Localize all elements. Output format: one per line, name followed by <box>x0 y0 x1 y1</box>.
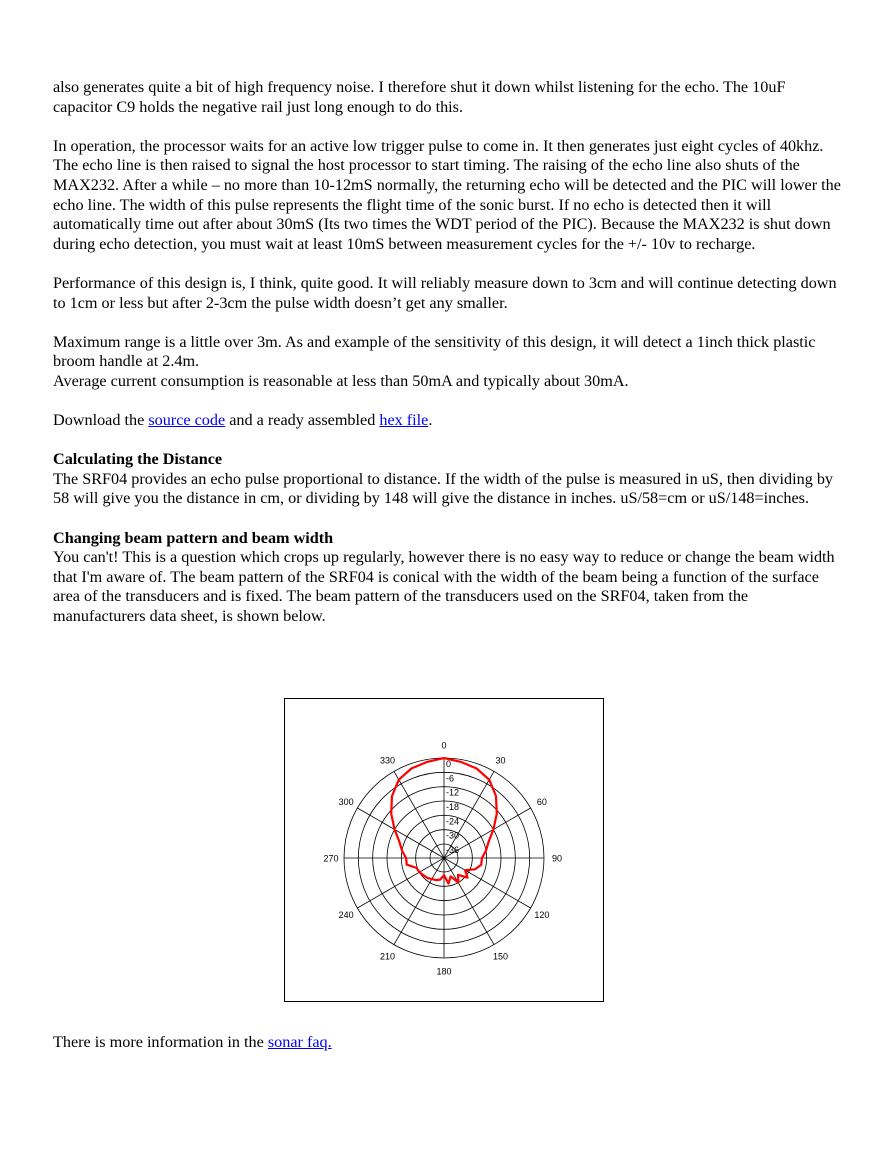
angle-label: 180 <box>436 966 452 977</box>
beam-pattern-figure <box>284 698 604 1002</box>
angle-label: 150 <box>492 951 509 962</box>
source-code-link[interactable]: source code <box>148 411 226 430</box>
angle-label: 90 <box>551 853 563 864</box>
angle-label: 120 <box>534 910 550 920</box>
angle-label: 210 <box>379 951 396 962</box>
angle-label: 0 <box>441 740 447 751</box>
angle-label: 270 <box>323 853 339 864</box>
radial-tick-label: 0 <box>446 759 452 769</box>
paragraph-range: Maximum range is a little over 3m. As and example of the sensitivity of this design, it will detect a 1inch thick plastic broom handle at 2.4m. <box>53 332 816 371</box>
hex-file-link[interactable]: hex file <box>379 411 429 430</box>
calc-heading: Calculating the Distance <box>53 450 223 469</box>
paragraph-current: Average current consumption is reasonable at less than 50mA and typically about 30mA. <box>53 371 629 390</box>
paragraph-performance: Performance of this design is, I think, quite good. It will reliably measure down to 3cm and will continue detecting down to 1cm or less but after 2-3cm the pulse width doesn’t get any smaller. <box>53 273 837 312</box>
paragraph-noise: also generates quite a bit of high frequency noise. I therefore shut it down whilst listening for the echo. The 10uF capacitor C9 holds the negative rail just long enough to do this. <box>53 78 786 116</box>
sonar-faq-link[interactable]: sonar faq. <box>267 1033 332 1051</box>
download-line: Download the source code and a ready assembled hex file. <box>53 411 433 430</box>
angle-label: 240 <box>338 910 354 920</box>
angle-label: 300 <box>338 797 354 807</box>
beam-pattern-chart <box>285 699 603 1001</box>
radial-tick-label: -6 <box>446 773 455 784</box>
angle-label: 30 <box>495 755 506 766</box>
angle-label: 330 <box>379 755 396 766</box>
radial-tick-label: -30 <box>446 830 460 841</box>
paragraph-operation: In operation, the processor waits for an active low trigger pulse to come in. It then generates just eight cycles of 40khz. The echo line is then raised to signal the host processor to start timing. The raising of the echo line also shuts of the MAX232. After a while – no more than 10-12mS normally, the returning echo will be detected and the PIC will lower the echo line. The width of this pulse represents the flight time of the sonic burst. If no echo is detected then it will automatically time out after about 30mS (Its two times the WDT period of the PIC). Because the MAX232 is shut down during echo detection, you must wait at least 10mS between measurement cycles for the +/- 10v to recharge. <box>53 136 841 253</box>
calc-paragraph: The SRF04 provides an echo pulse proportional to distance. If the width of the pulse is measured in uS, then dividing by 58 will give you the distance in cm, or dividing by 148 will give the distance in inches. uS/58=cm or uS/148=inches. <box>53 469 834 508</box>
beam-paragraph: You can't! This is a question which crops up regularly, however there is no easy way to reduce or change the beam width that I'm aware of. The beam pattern of the SRF04 is conical with the width of the beam being a function of the surface area of the transducers and is fixed. The beam pattern of the transducers used on the SRF04, taken from the manufacturers data sheet, is shown below. <box>53 548 835 626</box>
angle-label: 60 <box>536 797 547 807</box>
radial-tick-label: -24 <box>446 816 460 827</box>
radial-tick-label: -36 <box>446 845 460 855</box>
beam-heading: Changing beam pattern and beam width <box>53 528 334 547</box>
radial-tick-label: -18 <box>446 802 460 812</box>
radial-tick-label: -12 <box>446 787 460 798</box>
footer-line: There is more information in the sonar faq. <box>53 1033 332 1051</box>
article-text <box>53 78 843 646</box>
